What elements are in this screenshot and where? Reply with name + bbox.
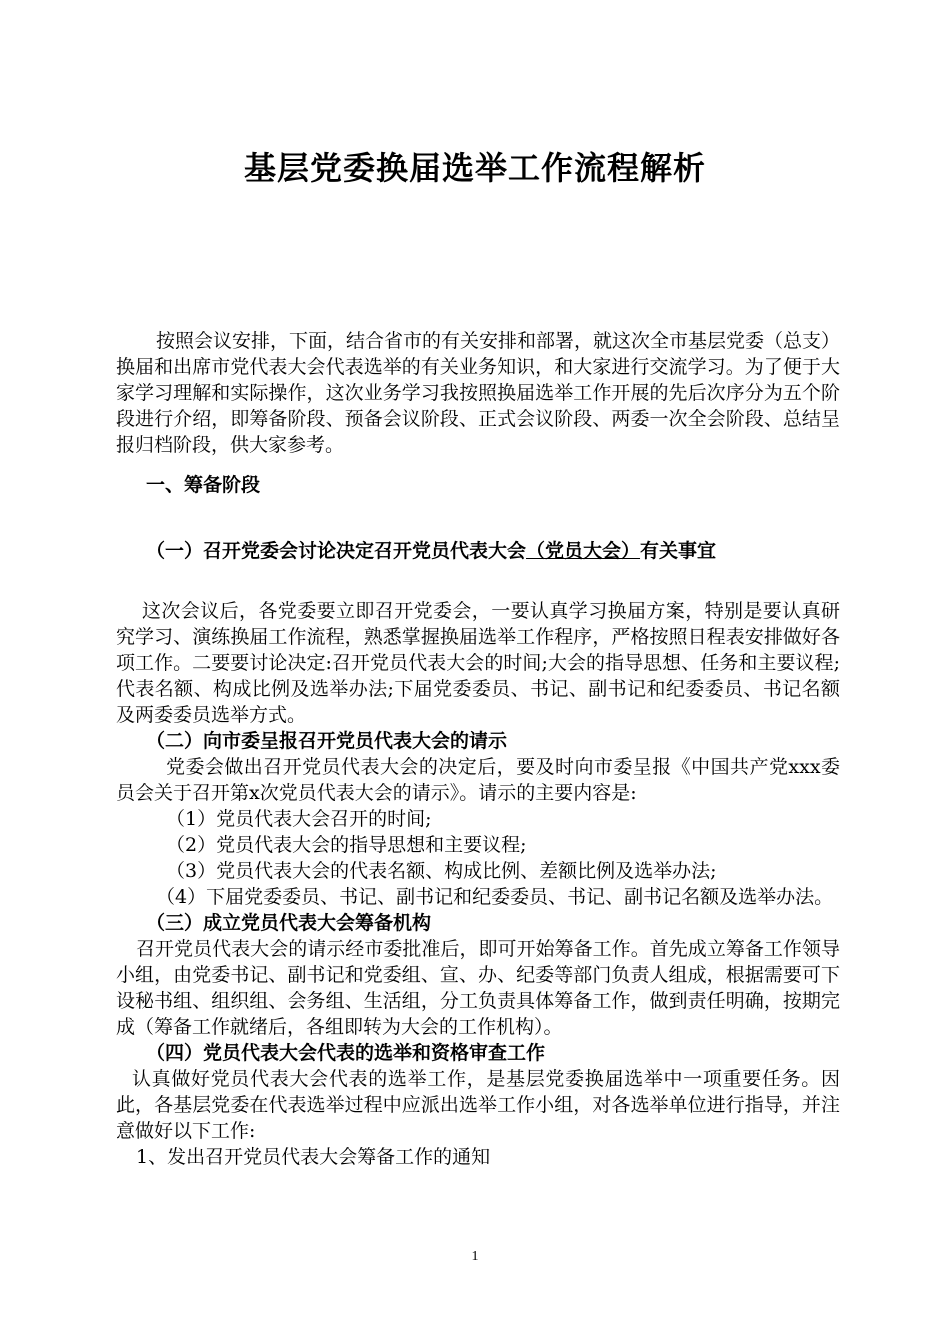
section-heading-preparation: 一、筹备阶段 <box>146 474 261 496</box>
list-item: （4）下届党委委员、书记、副书记和纪委委员、书记、副书记名额及选举办法。 <box>156 886 834 908</box>
subsection-4-paragraph: 认真做好党员代表大会代表的选举工作，是基层党委换届选举中一项重要任务。因此，各基层党委在代表选举过程中应派出选举工作小组，对各选举单位进行指导，并注意做好以下工作: <box>116 1068 840 1142</box>
subsection-heading-1-prefix: （一）召开党委会讨论决定召开党员代表大会 <box>146 540 527 562</box>
subsection-4-item-1: 1、发出召开党员代表大会筹备工作的通知 <box>136 1146 491 1168</box>
intro-paragraph: 按照会议安排，下面，结合省市的有关安排和部署，就这次全市基层党委（总支）换届和出席市党代表大会代表选举的有关业务知识，和大家进行交流学习。为了便于大家学习理解和实际操作，这次业务学习我按照换届选举工作开展的先后次序分为五个阶段进行介绍，即筹备阶段、预备会议阶段、正式会议阶段、两委一次全会阶段、总结呈报归档阶段，供大家参考。 <box>116 330 841 456</box>
subsection-heading-3: （三）成立党员代表大会筹备机构 <box>146 912 432 934</box>
list-item: （2）党员代表大会的指导思想和主要议程; <box>166 834 527 856</box>
subsection-heading-4: （四）党员代表大会代表的选举和资格审查工作 <box>146 1042 546 1064</box>
subsection-1-paragraph: 这次会议后，各党委要立即召开党委会，一要认真学习换届方案，特别是要认真研究学习、演练换届工作流程，熟悉掌握换届选举工作程序，严格按照日程表安排做好各项工作。二要要讨论决定:召开党员代表大会的时间;大会的指导思想、任务和主要议程;代表名额、构成比例及选举办法;下届党委委员、书记、副书记和纪委委员、书记名额及两委委员选举方式。 <box>116 600 840 726</box>
list-item: （3）党员代表大会的代表名额、构成比例、差额比例及选举办法; <box>166 860 717 882</box>
page-number: 1 <box>471 1249 479 1264</box>
subsection-heading-1-suffix: 有关事宜 <box>640 540 717 562</box>
document-title: 基层党委换届选举工作流程解析 <box>243 149 706 187</box>
subsection-heading-2: （二）向市委呈报召开党员代表大会的请示 <box>146 730 508 752</box>
content-block <box>116 728 840 1170</box>
subsection-heading-1 <box>146 538 716 564</box>
subsection-heading-1-underlined: （党员大会） <box>526 540 641 562</box>
subsection-3-paragraph: 召开党员代表大会的请示经市委批准后，即可开始筹备工作。首先成立筹备工作领导小组，由党委书记、副书记和党委组、宣、办、纪委等部门负责人组成，根据需要可下设秘书组、组织组、会务组、生活组，分工负责具体筹备工作，做到责任明确，按期完成（筹备工作就绪后，各组即转为大会的工作机构）。 <box>116 938 840 1038</box>
list-item: （1）党员代表大会召开的时间; <box>166 808 432 830</box>
subsection-2-paragraph: 党委会做出召开党员代表大会的决定后，要及时向市委呈报《中国共产党xxx委员会关于召开第x次党员代表大会的请示》。请示的主要内容是: <box>116 756 840 804</box>
